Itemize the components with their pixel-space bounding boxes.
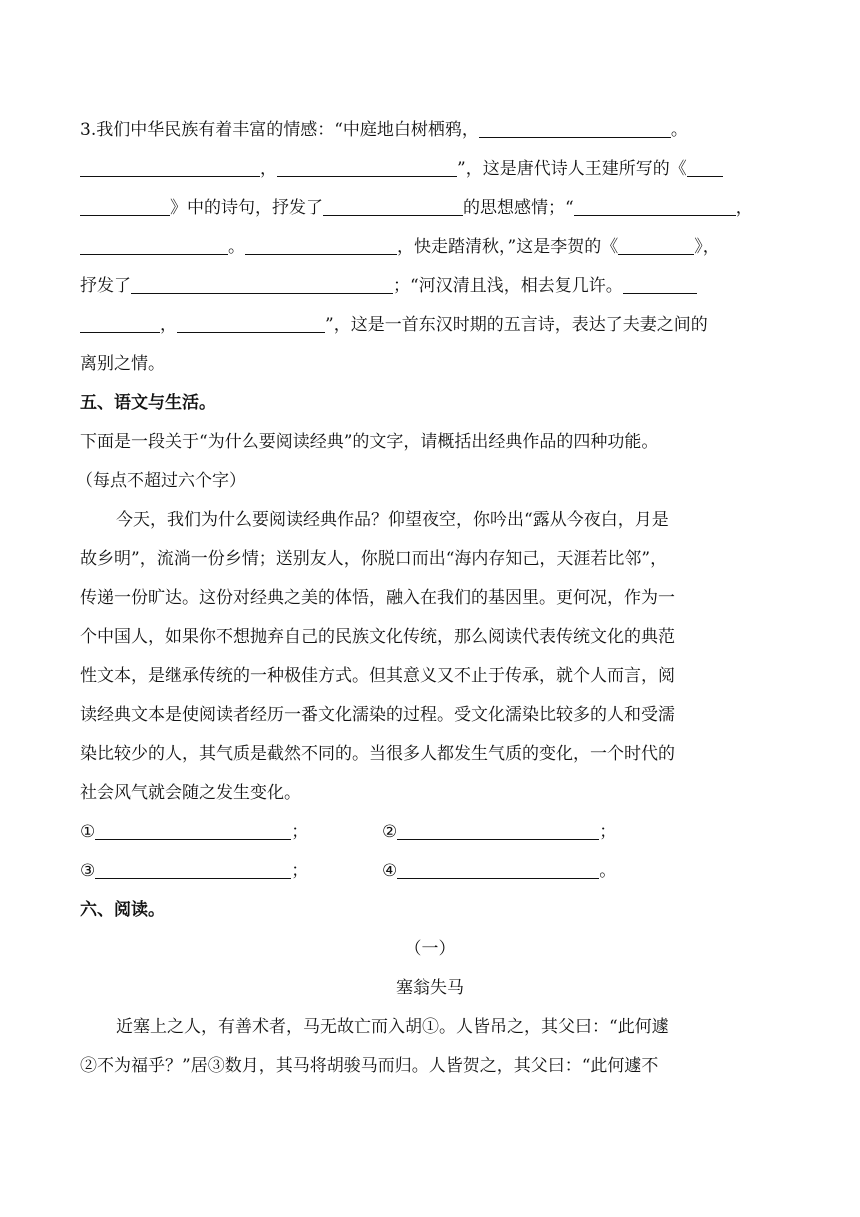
section-5-heading: 五、语文与生活。 [80, 393, 216, 413]
answer-marker: ③ [80, 861, 96, 881]
q3-line-6 [80, 313, 708, 339]
q3-text: 。 [670, 120, 688, 140]
answer-blank[interactable] [397, 860, 599, 879]
answer-blank[interactable] [687, 158, 723, 177]
section-5-instruction: 下面是一段关于“为什么要阅读经典”的文字，请概括出经典作品的四种功能。 [80, 432, 659, 452]
q3-line-1 [80, 118, 688, 144]
q3-text: ”，这是唐代诗人王建所写的《 [457, 159, 687, 179]
answer-blank[interactable] [80, 158, 260, 177]
answer-blank[interactable] [277, 158, 457, 177]
passage-line: 性文本，是继承传统的一种极佳方式。但其意义又不止于传承，就个人而言，阅 [80, 666, 675, 686]
answer-blank[interactable] [623, 275, 697, 294]
answer-blank[interactable] [80, 314, 160, 333]
answer-blank[interactable] [131, 275, 393, 294]
passage-line: 故乡明”，流淌一份乡情；送别友人，你脱口而出“海内存知己，天涯若比邻”， [80, 549, 668, 569]
q3-line-2 [80, 157, 723, 183]
passage-line: 读经典文本是使阅读者经历一番文化濡染的过程。受文化濡染比较多的人和受濡 [80, 705, 675, 725]
q3-text: 3.我们中华民族有着丰富的情感：“中庭地白树栖鸦， [80, 120, 479, 140]
q3-text: ”，这是一首东汉时期的五言诗，表达了夫妻之间的 [325, 315, 708, 335]
answer-punct: ； [291, 822, 309, 842]
reading-part-number: （一） [404, 939, 456, 959]
answer-blank[interactable] [177, 314, 325, 333]
q3-text: 》中的诗句，抒发了 [170, 198, 323, 218]
q3-line-3 [80, 196, 753, 222]
passage-line: 社会风气就会随之发生变化。 [80, 783, 301, 803]
passage-line: 传递一份旷达。这份对经典之美的体悟，融入在我们的基因里。更何况，作为一 [80, 588, 675, 608]
answer-row-1 [80, 820, 308, 846]
answer-marker: ① [80, 822, 96, 842]
answer-punct: ； [599, 822, 617, 842]
q3-text: 的思想感情；“ [463, 198, 574, 218]
q3-text: ， [260, 159, 277, 179]
answer-marker: ② [382, 822, 398, 842]
answer-blank[interactable] [95, 860, 291, 879]
section-5-instruction-note: （每点不超过六个字） [76, 471, 246, 491]
q3-line-7: 离别之情。 [80, 354, 165, 374]
q3-text: 抒发了 [80, 276, 131, 296]
answer-row-2 [80, 859, 308, 885]
reading-line: 近塞上之人，有善术者，马无故亡而入胡①。人皆吊之，其父曰：“此何遽 [116, 1017, 669, 1037]
answer-punct: ； [291, 861, 309, 881]
answer-blank[interactable] [479, 119, 671, 138]
answer-row-1b [382, 820, 616, 846]
passage-line: 个中国人，如果你不想抛弃自己的民族文化传统，那么阅读代表传统文化的典范 [80, 627, 675, 647]
answer-blank[interactable] [618, 236, 694, 255]
answer-row-2b [382, 859, 616, 885]
passage-line: 今天，我们为什么要阅读经典作品？仰望夜空，你吟出“露从今夜白，月是 [116, 510, 669, 530]
answer-blank[interactable] [80, 236, 228, 255]
reading-title: 塞翁失马 [396, 978, 464, 998]
q3-line-4 [80, 235, 720, 261]
q3-text: ， [160, 315, 177, 335]
q3-line-5 [80, 274, 697, 300]
section-6-heading: 六、阅读。 [80, 900, 165, 920]
q3-text: 》， [694, 237, 720, 257]
passage-line: 染比较少的人，其气质是截然不同的。当很多人都发生气质的变化，一个时代的 [80, 744, 675, 764]
q3-text: ，快走踏清秋，”这是李贺的《 [397, 237, 619, 257]
answer-blank[interactable] [245, 236, 397, 255]
answer-blank[interactable] [323, 197, 463, 216]
q3-text: ；“河汉清且浅，相去复几许。 [393, 276, 623, 296]
answer-punct: 。 [599, 861, 617, 881]
q3-text: 。 [228, 237, 245, 257]
answer-blank[interactable] [95, 821, 291, 840]
answer-blank[interactable] [574, 197, 736, 216]
reading-line: ②不为福乎？”居③数月，其马将胡骏马而归。人皆贺之，其父曰：“此何遽不 [80, 1056, 659, 1076]
answer-blank[interactable] [80, 197, 170, 216]
answer-blank[interactable] [397, 821, 599, 840]
answer-marker: ④ [382, 861, 398, 881]
q3-text: ， [735, 198, 753, 218]
